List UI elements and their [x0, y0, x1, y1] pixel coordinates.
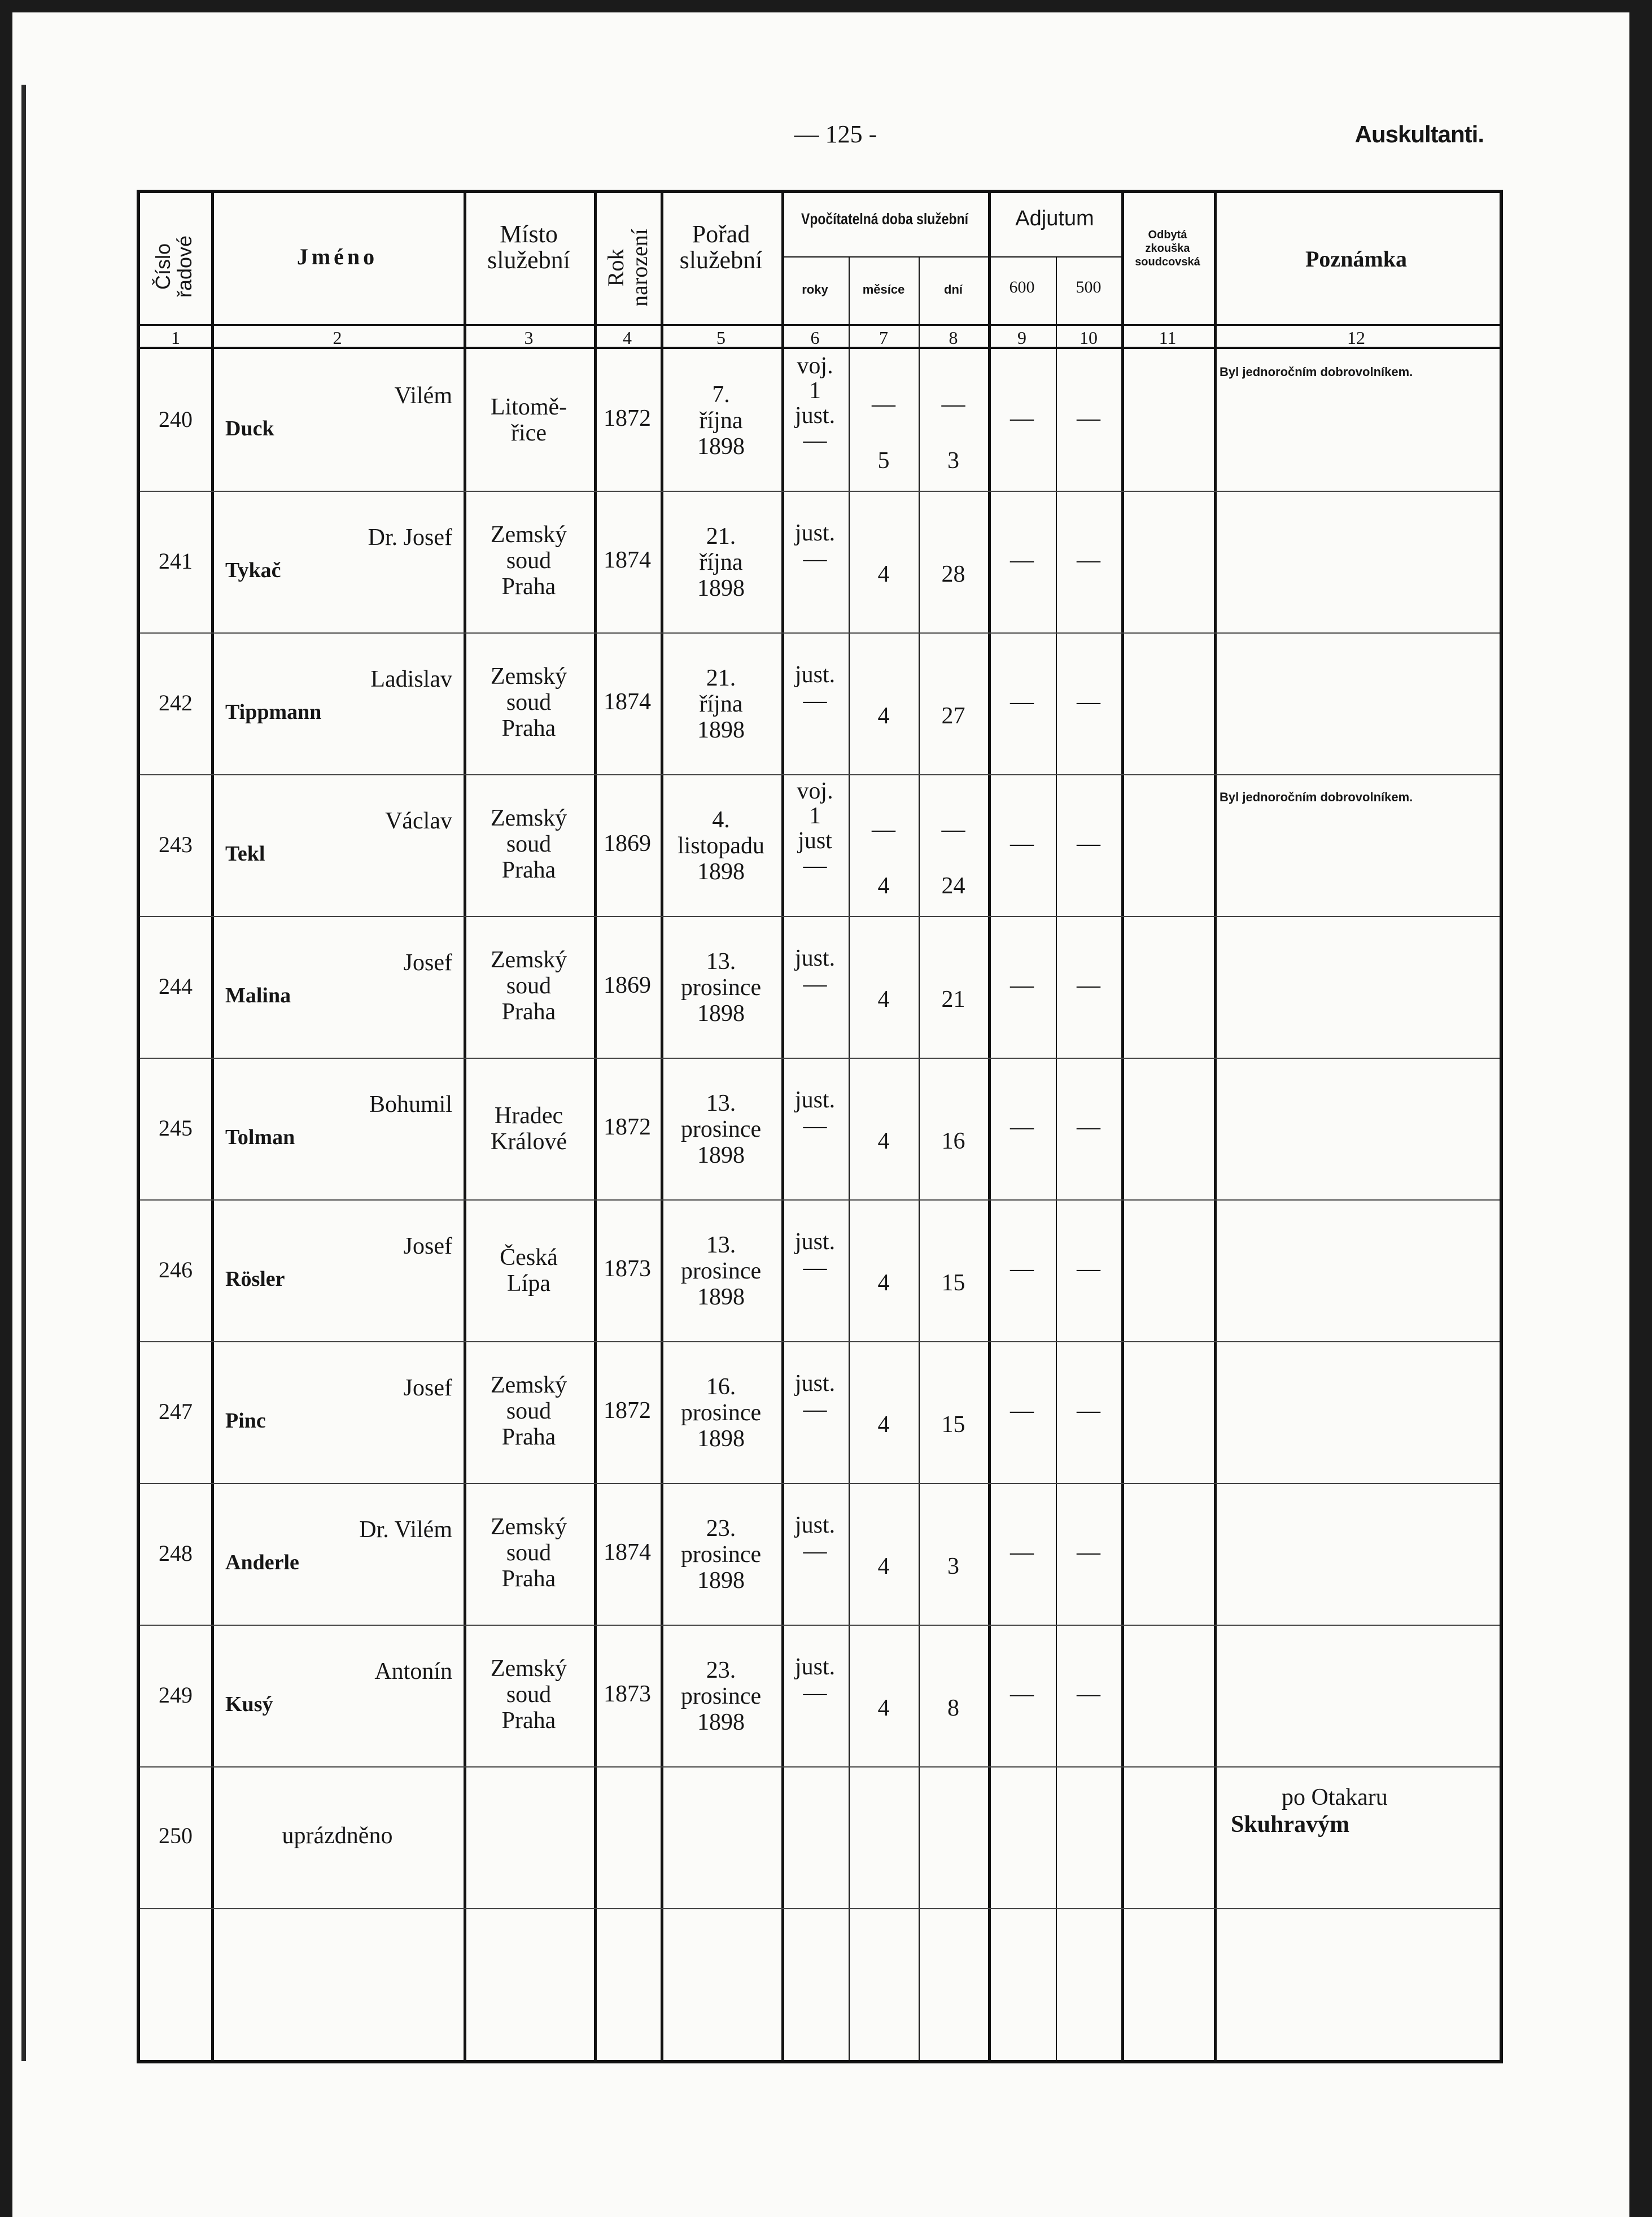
service-place-line: soud	[506, 973, 552, 999]
birth-year: 1873	[604, 1256, 651, 1282]
birth-year: 1872	[604, 405, 651, 431]
row-number: 244	[159, 974, 193, 999]
service-order-line: října	[699, 549, 743, 575]
months	[849, 971, 919, 1028]
header-dni: dní	[944, 282, 963, 296]
months	[849, 1396, 919, 1453]
column-number: 11	[1159, 328, 1177, 348]
header-porad-line: služební	[679, 246, 763, 274]
service-order-line: 1898	[697, 1001, 745, 1027]
service-place-line: Zemský	[490, 664, 567, 689]
years-line: just.	[794, 1229, 836, 1255]
header-adjutum: Adjutum	[1015, 207, 1094, 230]
service-place-line: Lípa	[507, 1271, 550, 1297]
months	[849, 376, 919, 489]
months	[849, 1538, 919, 1595]
months-line: 4	[877, 1553, 890, 1579]
months-line: 4	[877, 873, 890, 899]
row-rule	[140, 1625, 1500, 1626]
first-name: Ladislav	[370, 666, 452, 692]
service-order	[661, 1232, 781, 1310]
row-rule	[140, 1766, 1500, 1768]
first-name: Dr. Vilém	[359, 1517, 452, 1543]
service-order	[661, 949, 781, 1027]
header-misto-line: služební	[487, 246, 570, 274]
column-rule	[211, 193, 214, 2060]
header-jmeno: Jméno	[296, 244, 378, 269]
service-place-line: soud	[506, 689, 552, 715]
service-place-line: soud	[506, 1540, 552, 1566]
days-line: —	[941, 391, 965, 417]
service-order-line: 1898	[697, 717, 745, 743]
years-line: 1	[809, 803, 821, 829]
months-line: 4	[877, 561, 890, 587]
header-a500: 500	[1076, 278, 1102, 296]
adjutum-600: —	[1010, 831, 1034, 857]
service-place	[464, 394, 594, 446]
birth-year: 1874	[604, 547, 651, 573]
column-number: 12	[1347, 328, 1365, 348]
header-cislo: Číslo řadové	[151, 235, 196, 298]
months-line: 4	[877, 1270, 890, 1296]
service-order-line: 1898	[697, 1284, 745, 1310]
row-rule	[140, 916, 1500, 917]
birth-year: 1869	[604, 831, 651, 857]
service-order-line: 21.	[706, 665, 736, 691]
row-number: 248	[159, 1540, 193, 1566]
service-order-line: 13.	[706, 1090, 736, 1116]
months-line: 4	[877, 1695, 890, 1721]
years-line: —	[803, 1538, 827, 1564]
years-line: —	[803, 546, 827, 572]
adjutum-600: —	[1010, 972, 1034, 998]
adjutum-600: —	[1010, 689, 1034, 715]
days	[919, 1396, 988, 1453]
service-place-line: Zemský	[490, 1656, 567, 1682]
service-order-line: 1898	[697, 1142, 745, 1168]
row-rule	[140, 1483, 1500, 1484]
months-line: 4	[877, 703, 890, 729]
remark: po Otakaru	[1282, 1784, 1388, 1810]
header-poznamka: Poznámka	[1305, 246, 1407, 272]
row-number: 250	[159, 1823, 193, 1848]
adjutum-500: —	[1077, 1114, 1100, 1140]
service-place-line: Litomě-	[490, 394, 567, 420]
years	[781, 1087, 849, 1139]
row-number: 241	[159, 548, 193, 574]
adjutum-600: —	[1010, 547, 1034, 573]
header-doba: Vpočítatelná doba služební	[801, 210, 968, 228]
service-place	[464, 1103, 594, 1155]
days	[919, 546, 988, 603]
birth-year: 1872	[604, 1398, 651, 1424]
service-place-line: Králové	[490, 1129, 567, 1155]
days	[919, 1113, 988, 1169]
service-order-line: 16.	[706, 1374, 736, 1400]
service-order-line: prosince	[680, 1542, 762, 1568]
days	[919, 1538, 988, 1595]
days-line: 15	[941, 1270, 965, 1296]
birth-year: 1874	[604, 689, 651, 715]
surname: Tippmann	[225, 700, 322, 724]
first-name: Josef	[403, 1233, 452, 1259]
header-a600: 600	[1009, 278, 1035, 296]
service-order	[661, 665, 781, 743]
years-line: just.	[794, 1512, 836, 1538]
service-place-line: Praha	[501, 1566, 556, 1592]
header-zkouska	[1121, 228, 1214, 269]
service-order-line: prosince	[680, 1683, 762, 1709]
days-line: 21	[941, 987, 965, 1013]
service-place-line: soud	[506, 1682, 552, 1708]
adjutum-600: —	[1010, 1398, 1034, 1424]
first-name: Vilém	[394, 383, 452, 409]
header-porad-line: Pořad	[692, 220, 750, 248]
months	[849, 688, 919, 744]
months-line: —	[872, 391, 895, 417]
column-number: 5	[716, 328, 726, 348]
scan-border-top	[0, 0, 1652, 12]
days-line: 15	[941, 1412, 965, 1438]
adjutum-500: —	[1077, 1256, 1100, 1282]
adjutum-500: —	[1077, 547, 1100, 573]
row-rule	[140, 632, 1500, 634]
years-line: just.	[794, 403, 836, 429]
column-number: 10	[1080, 328, 1098, 348]
service-place-line: Zemský	[490, 805, 567, 831]
remark: Byl jednoročním dobrovolníkem.	[1220, 790, 1413, 804]
service-order-line: 1898	[697, 859, 745, 885]
binding-line	[21, 85, 26, 2061]
days	[919, 376, 988, 489]
service-place-line: Praha	[501, 574, 556, 600]
row-number: 247	[159, 1399, 193, 1424]
row-rule	[140, 1199, 1500, 1201]
register-table	[137, 190, 1503, 2063]
first-name: Antonín	[374, 1659, 452, 1684]
years-line: just.	[794, 945, 836, 971]
years	[781, 1371, 849, 1422]
row-number: 246	[159, 1257, 193, 1282]
header-misto	[464, 221, 594, 273]
header-rule	[140, 324, 1500, 326]
service-place-line: Praha	[501, 1708, 556, 1734]
service-order-line: října	[699, 408, 743, 434]
adjutum-500: —	[1077, 1539, 1100, 1565]
months	[849, 1113, 919, 1169]
service-place-line: Praha	[501, 715, 556, 741]
days-line: 3	[947, 1553, 959, 1579]
adjutum-500: —	[1077, 1681, 1100, 1707]
years	[781, 354, 849, 453]
service-place	[464, 805, 594, 883]
adjutum-600: —	[1010, 1256, 1034, 1282]
surname: Duck	[225, 417, 274, 440]
birth-year: 1873	[604, 1681, 651, 1707]
years	[781, 1512, 849, 1564]
service-order-line: 21.	[706, 523, 736, 549]
months	[849, 546, 919, 603]
years	[781, 1654, 849, 1706]
service-place-line: Zemský	[490, 522, 567, 548]
birth-year: 1874	[604, 1539, 651, 1565]
adjutum-500: —	[1077, 689, 1100, 715]
scan-border-left	[0, 0, 12, 2217]
service-order-line: 1898	[697, 1568, 745, 1594]
months-line: 4	[877, 1128, 890, 1154]
header-rok: Rok narození	[603, 229, 652, 307]
service-order	[661, 1090, 781, 1168]
service-place	[464, 1514, 594, 1592]
days-line: 27	[941, 703, 965, 729]
years-line: —	[803, 1113, 827, 1139]
adjutum-600: —	[1010, 1114, 1034, 1140]
years-line: just.	[794, 1087, 836, 1113]
years	[781, 779, 849, 878]
column-rule	[1056, 256, 1057, 2060]
header-porad	[661, 221, 781, 273]
header-zkouska-line: Odbytá	[1148, 229, 1187, 241]
months-line: —	[872, 817, 895, 843]
remark: Byl jednoročním dobrovolníkem.	[1220, 365, 1413, 379]
months-line: 4	[877, 1412, 890, 1438]
service-order	[661, 807, 781, 885]
first-name: Dr. Josef	[368, 525, 452, 551]
years-line: voj.	[797, 353, 833, 379]
service-place-line: Praha	[501, 999, 556, 1025]
service-place-line: Česká	[500, 1245, 558, 1271]
service-place-line: Praha	[501, 1424, 556, 1450]
surname: Tekl	[225, 842, 265, 866]
years-line: just.	[794, 520, 836, 546]
column-rule	[1121, 193, 1124, 2060]
years	[781, 520, 849, 572]
days-line: 3	[947, 448, 959, 474]
surname: Anderle	[225, 1551, 299, 1574]
service-order	[661, 382, 781, 460]
page-number: — 125 -	[794, 120, 877, 148]
days-line: 8	[947, 1695, 959, 1721]
service-order	[661, 523, 781, 601]
column-number: 9	[1017, 328, 1026, 348]
row-number: 243	[159, 832, 193, 857]
service-order	[661, 1657, 781, 1735]
column-number: 8	[949, 328, 958, 348]
row-rule	[140, 1058, 1500, 1059]
service-order-line: prosince	[680, 975, 762, 1001]
years-line: voj.	[797, 778, 833, 804]
days-line: 24	[941, 873, 965, 899]
service-place	[464, 947, 594, 1025]
first-name: Josef	[403, 1375, 452, 1401]
service-order-line: 23.	[706, 1657, 736, 1683]
years	[781, 945, 849, 997]
service-order	[661, 1516, 781, 1594]
service-place-line: řice	[511, 420, 547, 446]
service-order-line: 1898	[697, 434, 745, 460]
service-order-line: prosince	[680, 1258, 762, 1284]
header-zkouska-line: zkouška	[1145, 242, 1190, 255]
service-order-line: 1898	[697, 575, 745, 601]
row-number: 242	[159, 690, 193, 715]
column-rule	[1214, 193, 1217, 2060]
years-line: —	[803, 1680, 827, 1706]
service-place-line: Hradec	[494, 1103, 563, 1129]
months	[849, 801, 919, 914]
adjutum-600: —	[1010, 405, 1034, 431]
days-line: 16	[941, 1128, 965, 1154]
years-line: just.	[794, 1371, 836, 1396]
months	[849, 1255, 919, 1311]
service-order-line: 23.	[706, 1516, 736, 1542]
birth-year: 1869	[604, 972, 651, 998]
service-order-line: prosince	[680, 1116, 762, 1142]
service-place	[464, 522, 594, 600]
years	[781, 1229, 849, 1281]
header-mesice: měsíce	[862, 282, 905, 296]
row-number: 245	[159, 1115, 193, 1141]
section-title: Auskultanti.	[1354, 121, 1484, 147]
service-order	[661, 1374, 781, 1452]
adjutum-500: —	[1077, 972, 1100, 998]
months-line: 4	[877, 987, 890, 1013]
service-place	[464, 664, 594, 741]
first-name: Václav	[385, 808, 452, 834]
service-order-line: prosince	[680, 1400, 762, 1426]
row-rule	[140, 491, 1500, 492]
row-rule	[140, 774, 1500, 775]
service-order-line: 1898	[697, 1426, 745, 1452]
service-order-line: 4.	[712, 807, 730, 833]
years-line: —	[803, 1255, 827, 1281]
first-name: Josef	[403, 950, 452, 976]
years-line: —	[803, 1396, 827, 1422]
row-number: 249	[159, 1682, 193, 1708]
service-order-line: 7.	[712, 382, 730, 408]
days-line: 28	[941, 561, 965, 587]
service-order-line: 13.	[706, 949, 736, 975]
service-place	[464, 1656, 594, 1734]
service-order-line: listopadu	[678, 833, 764, 859]
years-line: —	[803, 971, 827, 997]
service-place-line: Praha	[501, 857, 556, 883]
months-line: 5	[877, 448, 890, 474]
column-number: 3	[524, 328, 534, 348]
vacant-label: uprázdněno	[282, 1823, 393, 1849]
service-order-line: 13.	[706, 1232, 736, 1258]
years-line: —	[803, 688, 827, 714]
header-zkouska-line: soudcovská	[1135, 256, 1200, 268]
subheader-rule	[781, 256, 1121, 258]
row-rule	[140, 1341, 1500, 1342]
days-line: —	[941, 817, 965, 843]
remark: Skuhravým	[1231, 1812, 1350, 1838]
days	[919, 971, 988, 1028]
first-name: Bohumil	[369, 1092, 452, 1118]
surname: Malina	[225, 984, 291, 1007]
adjutum-600: —	[1010, 1539, 1034, 1565]
service-place-line: soud	[506, 548, 552, 574]
service-place	[464, 1245, 594, 1297]
years-line: just	[798, 828, 832, 854]
days	[919, 688, 988, 744]
column-number: 7	[879, 328, 888, 348]
column-number: 2	[333, 328, 342, 348]
days	[919, 1680, 988, 1736]
row-number: 240	[159, 407, 193, 432]
service-place-line: Zemský	[490, 947, 567, 973]
years-line: 1	[809, 378, 821, 404]
years-line: —	[803, 853, 827, 879]
months	[849, 1680, 919, 1736]
years-line: —	[803, 427, 827, 453]
birth-year: 1872	[604, 1114, 651, 1140]
service-place	[464, 1372, 594, 1450]
service-place-line: soud	[506, 1398, 552, 1424]
years-line: just.	[794, 662, 836, 688]
service-place-line: Zemský	[490, 1372, 567, 1398]
column-number: 6	[810, 328, 820, 348]
service-place-line: soud	[506, 831, 552, 857]
service-order-line: října	[699, 691, 743, 717]
days	[919, 801, 988, 914]
surname: Tykač	[225, 558, 281, 582]
header-roky: roky	[802, 282, 828, 296]
row-rule	[140, 1908, 1500, 1909]
adjutum-500: —	[1077, 405, 1100, 431]
surname: Kusý	[225, 1692, 273, 1716]
service-place-line: Zemský	[490, 1514, 567, 1540]
surname: Rösler	[225, 1267, 285, 1291]
surname: Tolman	[225, 1125, 295, 1149]
days	[919, 1255, 988, 1311]
header-misto-line: Místo	[500, 220, 558, 248]
surname: Pinc	[225, 1409, 266, 1433]
scan-border-right	[1629, 0, 1652, 2217]
column-number: 1	[171, 328, 180, 348]
years-line: just.	[794, 1654, 836, 1680]
column-number: 4	[623, 328, 632, 348]
years	[781, 662, 849, 714]
adjutum-600: —	[1010, 1681, 1034, 1707]
service-order-line: 1898	[697, 1709, 745, 1735]
adjutum-500: —	[1077, 1398, 1100, 1424]
adjutum-500: —	[1077, 831, 1100, 857]
